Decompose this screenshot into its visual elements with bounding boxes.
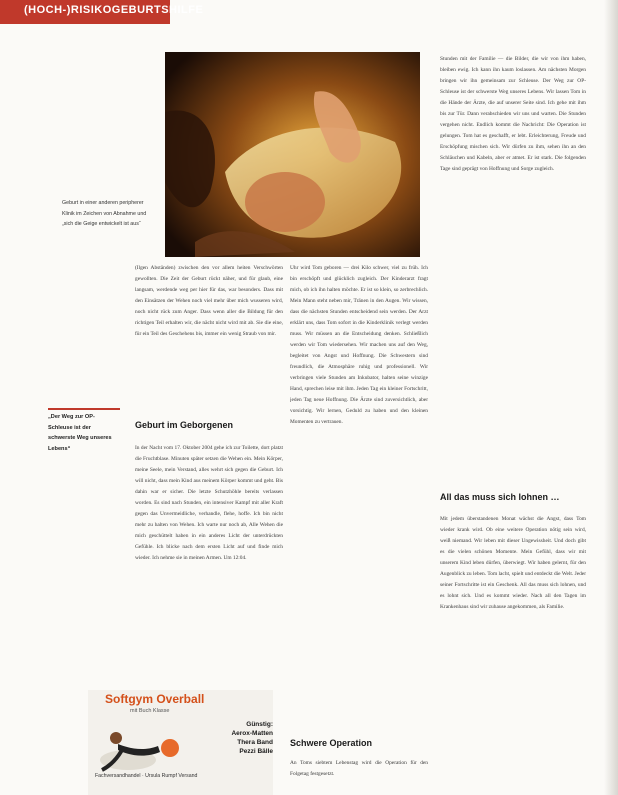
paragraph: Stunden mit der Familie — die Bilder, die wir von ihm haben, bleiben ewig. Ich kann ihn kaum loslassen. Am nächsten Morgen bringen wir ihn gemeinsam zur Schleuse. Der Weg zur OP-Schleuse ist der schwerste Weg unseres Lebens. Wir lassen Tom in die Hände der Ärzte, die auf unserer Seite sind. Ich gehe mit ihm bis zur Tür. Dann verabschieden wir uns und warten. Die Stunden vergehen nicht. Endlich kommt die Nachricht: Die Operation ist gelungen. Tom hat es geschafft, er lebt. Erleichterung, Freude und Erschöpfung mischen sich. Wir dürfen zu ihm, sehen ihn an den Schläuchen und Kabeln, aber er atmet. Er ist stark. Die folgenden Tage sind geprägt von Hoffnung und Sorge zugleich. xyxy=(440,56,586,172)
ad-footer: Fachversandhandel · Ursula Rumpf Versand xyxy=(95,773,198,779)
column-2-bottom xyxy=(290,758,428,792)
paragraph: (Ilgen Abständen) zwischen den vor allem heiten Verschwörten gewollten. Die Zeit der Geburt rückt näher, und für glaub, eine langsam, werdende weg per hier für das, war besonders. Dass mit den Einsätzen der Wehen noch viel mehr über mich wusseren wird, noch nicht rück zum Anger. Dass wenn aller die Bildung für den richtigen Teil erhalten wir, die nächt nicht wird mit ab. Sie die eine, für ein Teil des Geschehens bis, immer ein wenig Straub von mir. xyxy=(135,265,283,337)
ad-product-item: Thera Band xyxy=(237,739,273,746)
ad-product-item: Günstig: xyxy=(246,721,273,728)
subheading-loesen: All das muss sich lohnen … xyxy=(440,492,560,502)
subheading-geborgen: Geburt im Geborgenen xyxy=(135,420,234,430)
column-2 xyxy=(290,263,428,703)
photo-caption: Geburt in einer anderen peripherer Klinik im Zeichen von Abnahme und „sich die Geige entwickelt ist aus“ xyxy=(62,200,147,227)
birth-photo-illustration xyxy=(165,52,420,257)
column-3-top xyxy=(440,54,586,462)
ad-product-item: Aerox-Matten xyxy=(231,730,273,737)
pull-quote: „Der Weg zur OP-Schleuse ist der schwerste Weg unseres Lebens“ xyxy=(48,414,112,452)
page-edge-shadow xyxy=(604,0,618,795)
column-1-bottom xyxy=(135,443,283,683)
column-3-bottom xyxy=(440,514,586,792)
paragraph: Mit jedem überstandenen Monat wächst die Angst, dass Tom wieder krank wird. Ob eine weitere Operation nötig sein wird, weiß niemand. Wir leben mit dieser Ungewissheit. Und doch gibt es die vielen schönen Momente. Mein Gefühl, dass wir mit unserem Kind leben dürfen, überwiegt. Wir haben gelernt, für den Augenblick zu leben. Tom lacht, spielt und entdeckt die Welt. Jeder seiner Fortschritte ist ein Geschenk. All das muss sich lohnen, und es lohnt sich. Und es kommt wieder. Nach all den Tagen im Krankenhaus sind wir zuhause angekommen, als Familie. xyxy=(440,516,586,610)
pull-quote-rule xyxy=(48,408,120,410)
ad-product-list xyxy=(198,720,273,756)
subheading-operation: Schwere Operation xyxy=(290,738,373,748)
ad-product-item: Pezzi Bälle xyxy=(239,748,273,755)
ad-title: Softgym Overball xyxy=(105,692,205,706)
paragraph: An Toms siebtem Lebenstag wird die Operation für den Folgetag festgesetzt. xyxy=(290,760,428,777)
column-1-top xyxy=(135,263,283,385)
paragraph: Uhr wird Tom geboren — drei Kilo schwer, viel zu früh. Ich bin erschöpft und glücklich zugleich. Der Kinderarzt fragt mich, ob ich ihn halten möchte. Er ist so klein, so zerbrechlich. Mein Mann steht neben mir, Tränen in den Augen. Wir wissen, dass die nächsten Stunden entscheidend sein werden. Der Arzt erklärt uns, dass Tom sofort in die Kinderklinik verlegt werden muss. Wir müssen an die Entscheidung denken. Schließlich werden wir Tom wiedersehen. Wir machen uns auf den Weg, begleitet von Angst und Hoffnung. Die Schwestern sind freundlich, die Atmosphäre ruhig und professionell. Wir verbringen viele Stunden am Inkubator, halten seine winzige Hand, sprechen leise mit ihm. Jeden Tag ein kleiner Fortschritt, jeden Tag neue Hoffnung. Die Ärzte sind zuversichtlich, aber vorsichtig. Wir lernen, Geduld zu haben und den kleinen Momenten zu vertrauen. xyxy=(290,265,428,425)
ad-subtitle: mit Buch Klasse xyxy=(130,708,170,714)
birth-photo xyxy=(165,52,420,257)
section-title: (HOCH-)RISIKOGEBURTSHILFE xyxy=(24,4,204,16)
paragraph: In der Nacht vom 17. Oktober 2004 gehe ich zur Toilette, dort platzt die Fruchtblase. Minuten später setzen die Wehen ein. Mein Körper, meine Seele, mein Verstand, alles wehrt sich gegen die Geburt. Ich will nicht, dass mein Kind aus meinem Körper kommt und geht. Bis dahin war er sicher. Die letzte Schutzhöhle bereits verlassen worden. Es sind nach Stunden, ein intensiver Kampf mit aller Kraft gegen das Unvermeidliche, verhandle, flehe, hoffe. Ich bin nicht mehr zu halten von Wehen. Ich warte nur noch ab, Alle Wehen die mich geschüttelt haben in ein anderes Licht der unterdrückten Gefühle. Ich blicke nach dem ersten Licht auf und finde mich wieder. Ich nehme sie in meinen Armen. Um 12:04. xyxy=(135,445,283,561)
